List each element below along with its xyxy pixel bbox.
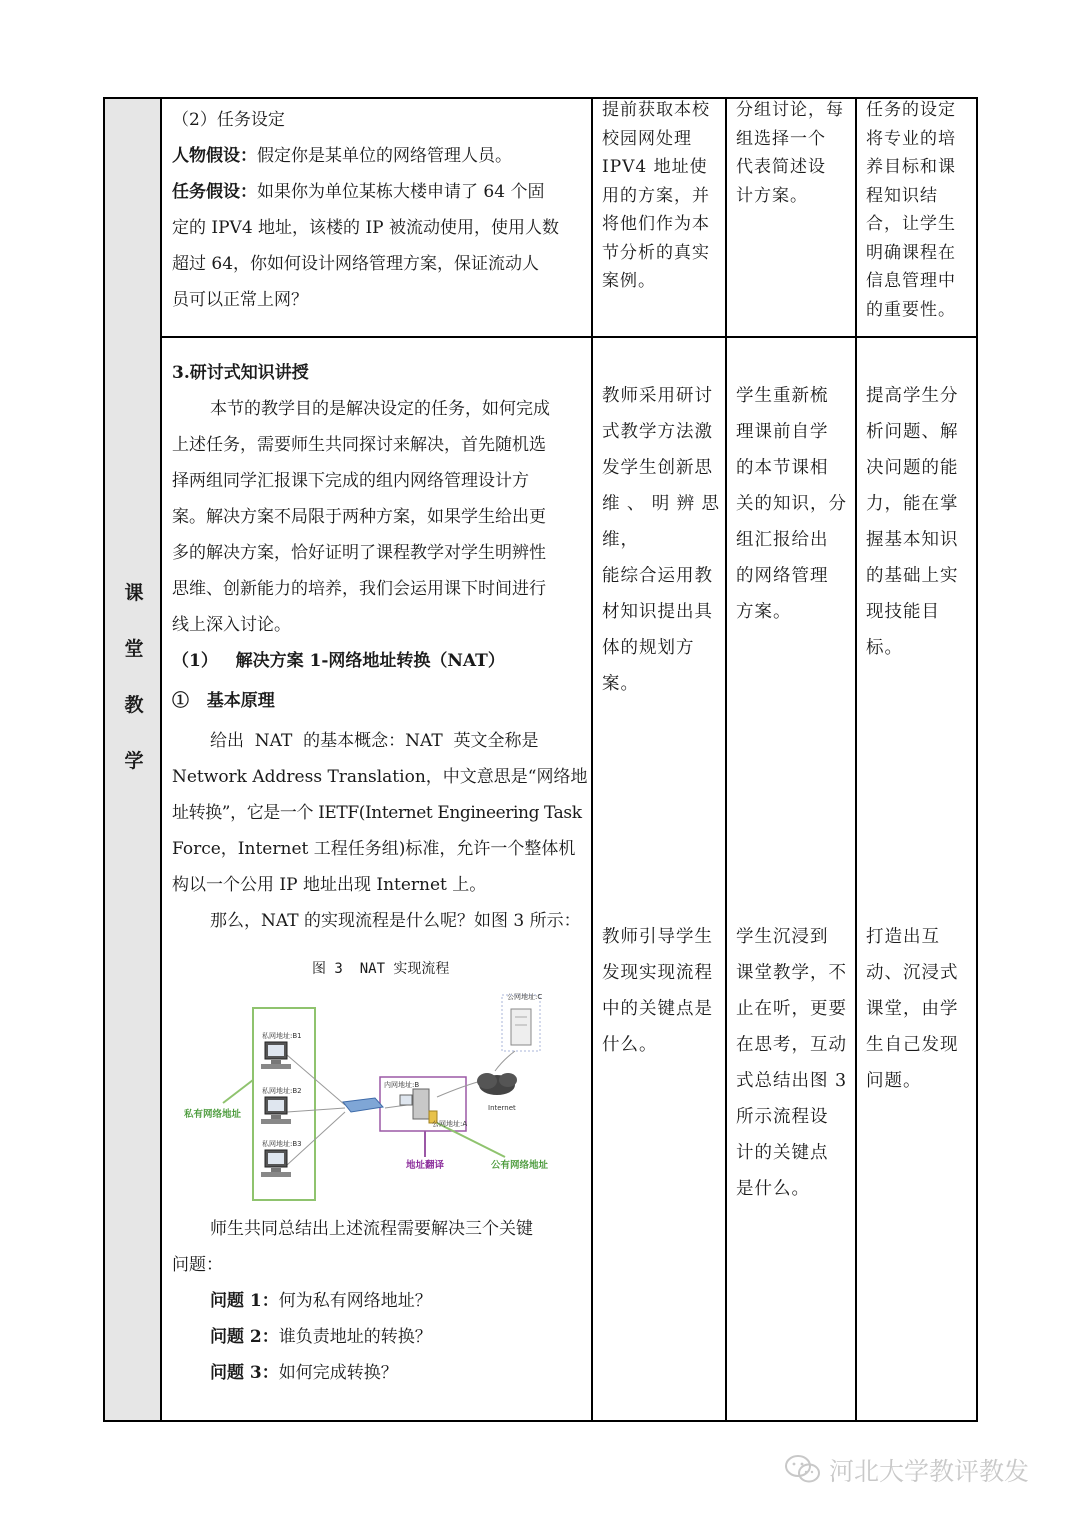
task-text: 员可以正常上网？ [172,290,308,310]
section-title: 3.研讨式知识讲授 [172,363,309,383]
public-server-icon [511,1009,531,1045]
link-line [495,1051,515,1071]
nat-line: Network Address Translation，中文意思是“网络地 [172,767,588,787]
row2-col2-a [602,378,720,702]
flow-question: 那么，NAT 的实现流程是什么呢？如图 3 所示： [210,911,581,931]
cell-line: 能综合运用教 [602,566,713,586]
nat-line: 址转换”，它是一个 IETF(Internet Engineering Task [172,803,582,823]
cell-line: 是什么。 [736,1179,810,1199]
private-address-b3: 私网地址:B3 [262,1140,302,1148]
cell-line: 课堂教学，不 [736,963,847,983]
row2-col4-a [866,378,972,666]
cell-line: 将他们作为本 [602,214,710,234]
cell-line: 止在听，更要 [736,999,847,1019]
table-divider [591,97,593,1422]
cell-line: 组选择一个 [736,128,826,149]
cell-line: 问题。 [866,1071,922,1091]
cell-line: 教师采用研讨 [602,386,713,406]
cell-line: 材知识提出具 [602,602,713,622]
computer-icon [261,1150,291,1177]
task-text: 如果你为单位某栋大楼申请了 64 个固 [257,182,545,202]
intro-line: 案。解决方案不局限于两种方案，如果学生给出更 [172,507,546,527]
intro-line: 思维、创新能力的培养，我们会运用课下时间进行 [172,579,546,599]
summary-line: 师生共同总结出上述流程需要解决三个关键 [210,1219,533,1239]
task-line [172,174,582,210]
cell-line: 提前获取本校 [602,100,710,120]
side-label-char: 教 [124,694,144,716]
cell-line: 代表简述设 [736,157,826,177]
question-text: 谁负责地址的转换？ [278,1327,432,1347]
cell-line: 提高学生分 [866,386,959,406]
label-arrow [223,1080,253,1103]
row1-col4 [866,96,972,324]
cell-line: 教师引导学生 [602,927,713,947]
question-item [172,1355,582,1391]
row2-col3-a [736,378,850,630]
address-translation-label: 地址翻译 [406,1160,445,1171]
task-label: 任务假设： [172,182,257,202]
question-item [172,1283,582,1319]
cell-line: 课堂，由学 [866,999,959,1019]
cell-line: 决问题的能 [866,458,959,478]
nat-line: 给出 NAT 的基本概念：NAT 英文全称是 [210,731,539,751]
persona-text: 假定你是某单位的网络管理人员。 [257,146,512,166]
computer-icon [261,1097,291,1124]
intro-line: 本节的教学目的是解决设定的任务，如何完成 [210,399,550,419]
cell-line: 计方案。 [736,185,808,206]
task-setting-heading: （2）任务设定 [172,110,285,130]
question-text: 何为私有网络地址？ [278,1291,432,1311]
question-label: 问题 3： [210,1363,279,1383]
cell-line: 的基础上实 [866,566,959,586]
side-label-char: 学 [124,750,144,772]
intro-line: 线上深入讨论。 [172,615,291,635]
private-address-b2: 私网地址:B2 [262,1087,302,1095]
computer-icon [261,1042,291,1069]
cell-line: 方案。 [736,602,792,622]
cell-line: 式总结出图 3 [736,1071,848,1091]
solution-title: （1） 解决方案 1-网络地址转换（NAT） [172,651,505,671]
task-text: 定的 IPV4 地址，该楼的 IP 被流动使用，使用人数 [172,218,560,238]
switch-icon [343,1098,383,1112]
cell-line: 案例。 [602,271,656,291]
cell-line: 发学生创新思 [602,458,713,478]
table-divider [855,97,857,1422]
question-item [172,1319,582,1355]
intro-line: 多的解决方案，恰好证明了课程教学对学生明辨性 [172,543,546,563]
cell-line: 维、明辨思维， [602,494,720,550]
footer-brand [783,1452,1029,1488]
cell-line: 析问题、解 [866,422,959,442]
nat-line: 构以一个公用 IP 地址出现 Internet 上。 [172,875,487,895]
cell-line: 理课前自学 [736,422,829,442]
cell-line: 握基本知识 [866,530,959,550]
internal-address-b: 内网地址:B [384,1081,420,1089]
internet-label: Internet [488,1104,516,1112]
public-network-label: 公有网络地址 [491,1160,549,1171]
figure-caption: 图 3 NAT 实现流程 [312,961,450,977]
cell-line: IPV4 地址使 [602,157,708,177]
principle-title: ① 基本原理 [172,691,275,711]
question-label: 问题 1： [210,1291,279,1311]
cell-line: 的网络管理 [736,566,829,586]
public-address-a: 公网地址:A [432,1120,468,1128]
cell-line: 节分析的真实 [602,242,710,263]
question-text: 如何完成转换？ [278,1363,398,1383]
row1-content [172,102,582,318]
summary-block [172,1211,582,1391]
row2-col2-b [602,919,720,1063]
cell-line: 现技能目 [866,602,940,622]
table-divider [725,97,727,1422]
row2-col3-b [736,919,850,1207]
row1-col2 [602,96,720,296]
cell-line: 什么。 [602,1035,658,1055]
private-address-b1: 私网地址:B1 [262,1032,302,1040]
cell-line: 关的知识，分 [736,494,847,514]
cell-line: 校园网处理 [602,128,692,149]
internet-cloud-icon [477,1073,517,1095]
cell-line: 计的关键点 [736,1143,829,1163]
persona-line [172,138,582,174]
cell-line: 学生重新梳 [736,386,829,406]
table-divider [160,97,162,1422]
cell-line: 的本节课相 [736,458,829,478]
cell-line: 中的关键点是 [602,999,713,1019]
public-address-c: 公网地址:C [507,993,543,1001]
cell-line: 打造出互 [866,927,940,947]
wechat-icon [783,1452,823,1488]
nat-line: Force，Internet 工程任务组)标准，允许一个整体机 [172,839,576,859]
task-text: 超过 64，你如何设计网络管理方案，保证流动人 [172,254,540,274]
cell-line: 动、沉浸式 [866,963,959,983]
cell-line: 任务的设定 [866,100,956,120]
cell-line: 生自己发现 [866,1035,959,1055]
cell-line: 发现实现流程 [602,963,713,983]
intro-line: 上述任务，需要师生共同探讨来解决，首先随机选 [172,435,546,455]
cell-line: 标。 [866,638,903,658]
side-label-char: 课 [124,582,144,604]
cell-line: 在思考，互动 [736,1035,847,1055]
cell-line: 力，能在掌 [866,494,959,514]
persona-label: 人物假设： [172,146,257,166]
cell-line: 用的方案，并 [602,185,710,206]
row1-col3 [736,96,850,210]
cell-line: 体的规划方 [602,638,695,658]
row-divider [160,336,978,338]
cell-line: 所示流程设 [736,1107,829,1127]
summary-line: 问题： [172,1255,223,1275]
cell-line: 将专业的培 [866,128,956,149]
cell-line: 合，让学生 [866,214,956,234]
nat-diagram [175,985,565,1205]
side-label-char: 堂 [124,638,144,660]
cell-line: 式教学方法激 [602,422,713,442]
cell-line: 明确课程在 [866,242,956,263]
question-label: 问题 2： [210,1327,279,1347]
cell-line: 的重要性。 [866,299,956,320]
footer-brand-text: 河北大学教评教发 [829,1457,1030,1486]
cell-line: 程知识结 [866,185,938,206]
cell-line: 分组讨论，每 [736,100,844,120]
row2-content [172,355,588,939]
private-network-label: 私有网络地址 [184,1109,242,1120]
intro-line: 择两组同学汇报课下完成的组内网络管理设计方 [172,471,529,491]
cell-line: 养目标和课 [866,157,956,177]
row2-col4-b [866,919,972,1099]
cell-line: 案。 [602,674,639,694]
cell-line: 信息管理中 [866,271,956,291]
cell-line: 学生沉浸到 [736,927,829,947]
cell-line: 组汇报给出 [736,530,829,550]
server-icon [400,1089,437,1123]
